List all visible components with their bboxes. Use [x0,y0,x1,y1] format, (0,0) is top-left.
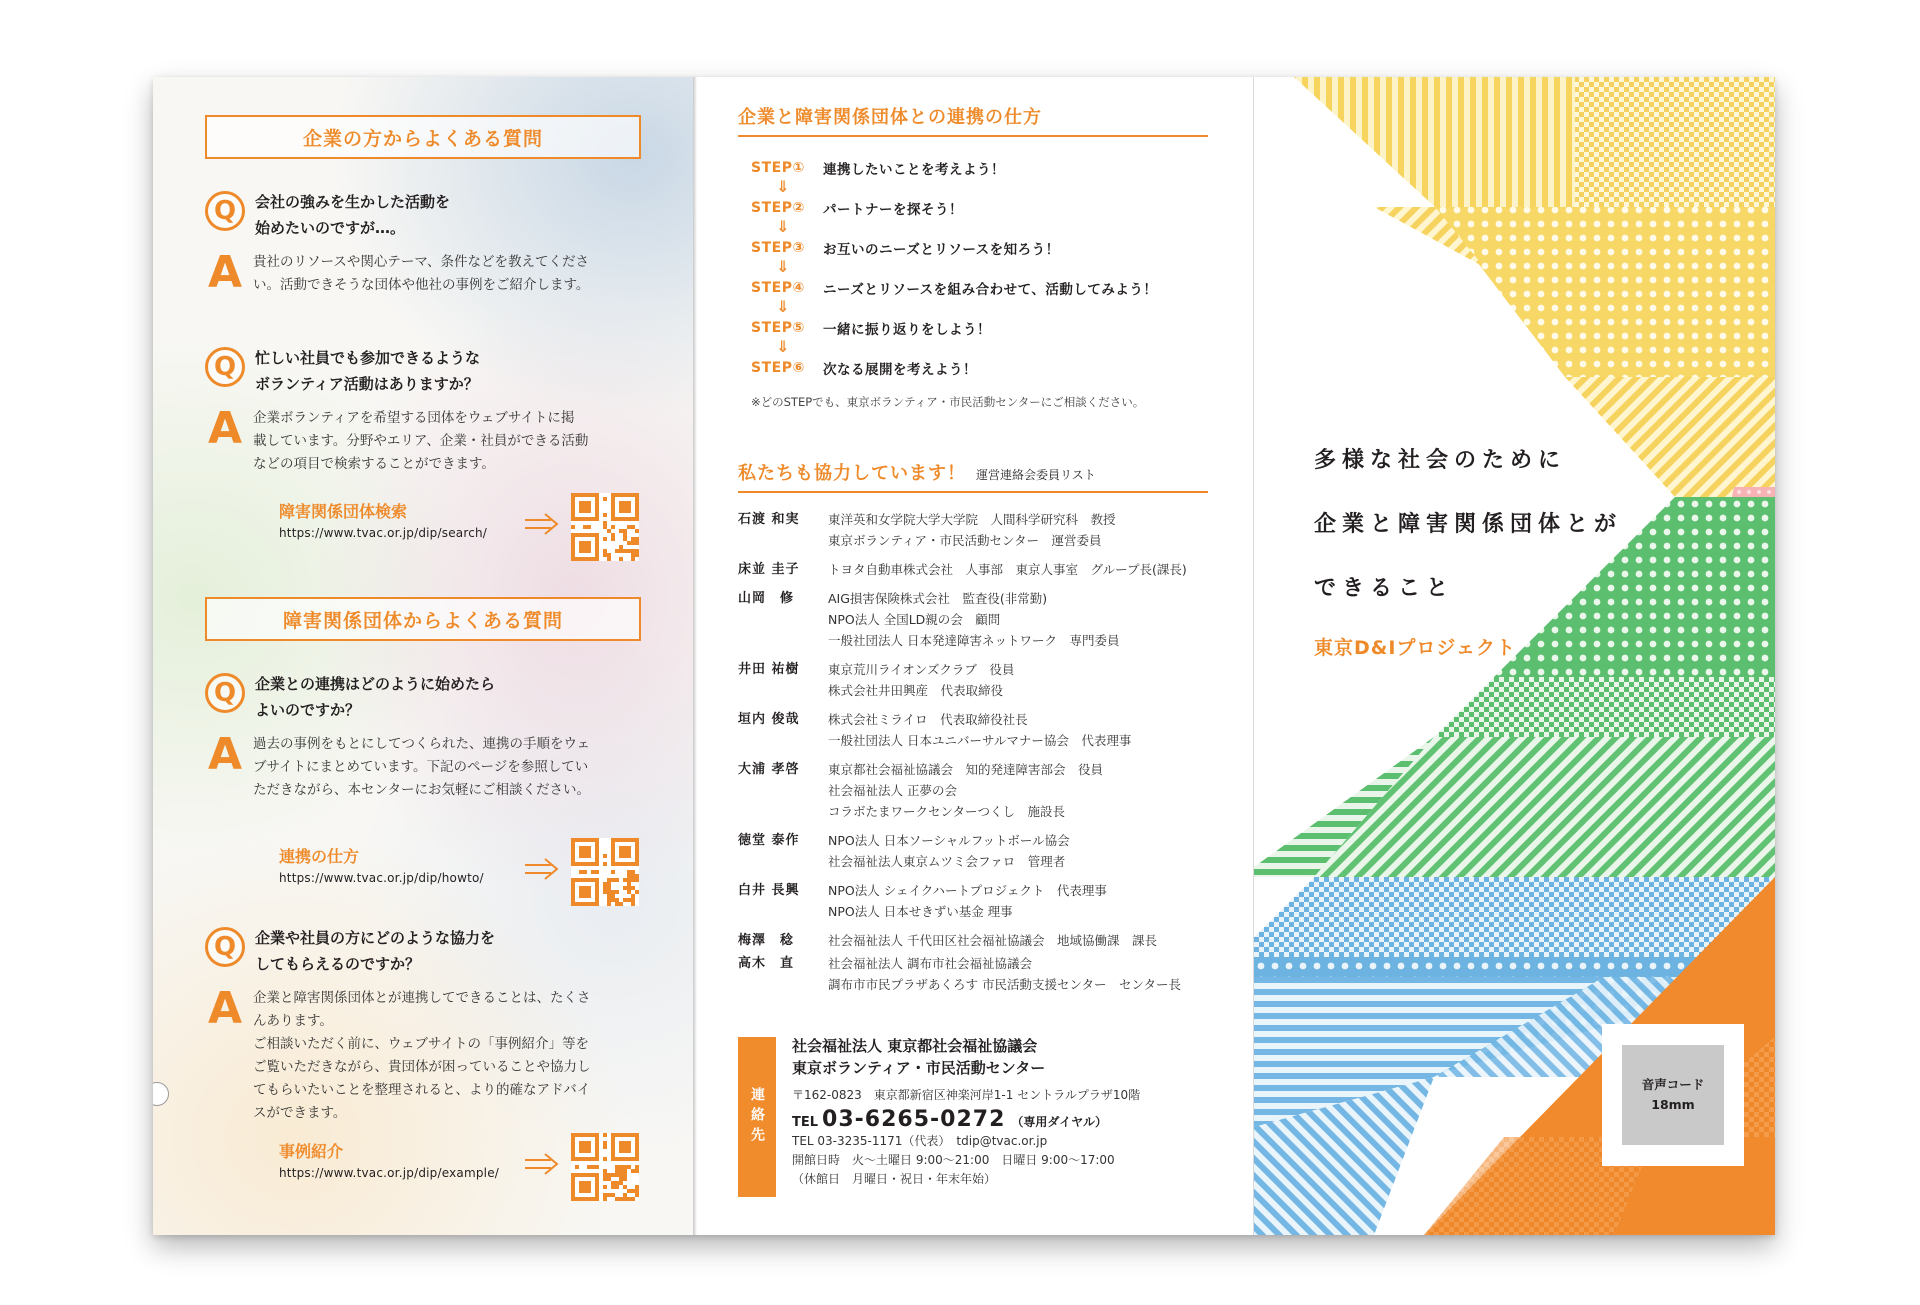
voice-code-size: 18mm [1651,1097,1695,1112]
answer-text: 企業と障害関係団体とが連携してできることは、たくさ んあります。 ご相談いただく前に、ウェブサイトの「事例紹介」等を ご覧いただきながら、貴団体が困っていることや協力し てもらいたいことを整理されると、より的確なアドバイ スができます。 [253,990,591,1121]
link-url[interactable]: https://www.tvac.or.jp/dip/search/ [279,526,488,540]
member-affiliation: NPO法人 シェイクハートプロジェクト 代表理事 NPO法人 日本せきずい基金 理事 [828,883,1107,919]
link-org-search[interactable] [279,501,639,540]
faq-item [205,345,635,476]
members-heading [738,459,1208,493]
step-item [751,359,1208,377]
question-icon: Q [205,673,245,713]
member-affiliation: 東京都社会福祉協議会 知的発達障害部会 役員 社会福祉法人 正夢の会 コラボたまワークセンターつくし 施設長 [828,762,1104,819]
answer-text: 企業ボランティアを希望する団体をウェブサイトに掲 載しています。分野やエリア、企業・社員ができる活動 などの項目で検索することができます。 [253,410,589,472]
member-name: 高木 直 [738,956,795,971]
step-label: STEP⑤ [751,320,805,336]
member-name: 山岡 修 [738,591,795,606]
member-row [738,830,1208,872]
step-text: ニーズとリソースを組み合わせて、活動してみよう！ [823,282,1158,298]
faq-item [205,671,635,802]
steps-heading [738,103,1208,137]
answer-icon: A [207,403,243,454]
contact-block [792,1035,1208,1189]
member-row [738,709,1208,751]
qr-code-icon [571,838,639,906]
contact-tel [792,1107,1208,1132]
members-list [738,509,1208,1003]
member-name: 大浦 孝啓 [738,762,800,777]
answer-icon: A [207,729,243,780]
step-text: パートナーを探そう！ [823,202,963,218]
steps-heading-text: 企業と障害関係団体との連携の仕方 [738,107,1042,128]
steps-members-panel [698,77,1208,1235]
member-affiliation: NPO法人 日本ソーシャルフットボール協会 社会福祉法人東京ムツミ会ファロ 管理者 [828,833,1070,869]
answer-icon: A [207,247,243,298]
step-label: STEP④ [751,280,805,296]
down-arrow-icon: ⇓ [776,297,790,316]
member-row [738,930,1208,951]
step-text: 一緒に振り返りをしよう！ [823,322,991,338]
question-text: 会社の強みを生かした活動を 始めたいのですが…。 [255,193,451,237]
member-name: 梅澤 稔 [738,933,795,948]
member-row [738,559,1208,580]
contact-tel-email[interactable]: TEL 03-3235-1171（代表） tdip@tvac.or.jp [792,1134,1048,1148]
arrow-right-icon [525,511,559,537]
member-affiliation: 社会福祉法人 千代田区社会福祉協議会 地域協働課 課長 [828,933,1157,948]
members-subtitle: 運営連絡会委員リスト [976,468,1096,482]
step-label: STEP① [751,160,805,176]
arrow-right-icon [525,856,559,882]
member-row [738,953,1208,995]
down-arrow-icon: ⇓ [776,257,790,276]
member-affiliation: AIG損害保険株式会社 監査役(非常勤) NPO法人 全国LD親の会 顧問 一般社団法人 日本発達障害ネットワーク 専門委員 [828,591,1120,648]
member-name: 井田 祐樹 [738,662,800,677]
faq-item [205,189,635,297]
link-url[interactable]: https://www.tvac.or.jp/dip/example/ [279,1166,500,1180]
member-affiliation: トヨタ自動車株式会社 人事部 東京人事室 グループ長(課長) [828,562,1187,577]
question-text: 企業や社員の方にどのような協力を してもらえるのですか？ [255,929,496,973]
step-item [751,319,1208,337]
step-item [751,159,1208,177]
tel-label: TEL [792,1115,819,1130]
step-item [751,279,1208,297]
answer-icon: A [207,983,243,1034]
member-name: 床並 圭子 [738,562,800,577]
brochure-spread [153,77,1775,1235]
step-label: STEP⑥ [751,360,805,376]
contact-closed-days: （休館日 月曜日・祝日・年末年始） [792,1172,997,1186]
link-examples[interactable] [279,1141,639,1180]
qr-code-icon [571,1133,639,1201]
question-icon: Q [205,927,245,967]
question-text: 忙しい社員でも参加できるような ボランティア活動はありますか？ [255,349,481,393]
member-row [738,588,1208,651]
member-affiliation: 株式会社ミライロ 代表取締役社長 一般社団法人 日本ユニバーサルマナー協会 代表理事 [828,712,1132,748]
company-faq-heading: 企業の方からよくある質問 [205,115,641,159]
member-name: 石渡 和実 [738,512,800,527]
contact-label-bar: 連絡先 [738,1037,776,1197]
member-name: 垣内 俊哉 [738,712,800,727]
step-text: 連携したいことを考えよう！ [823,162,1005,178]
down-arrow-icon: ⇓ [776,177,790,196]
tel-number[interactable]: 03-6265-0272 [822,1107,1006,1132]
question-icon: Q [205,191,245,231]
contact-center: 東京ボランティア・市民活動センター [792,1059,1046,1077]
cover-title-line1: 多様な社会のために [1314,448,1567,473]
down-arrow-icon: ⇓ [776,217,790,236]
cover-panel [1254,77,1775,1235]
step-item [751,239,1208,257]
qr-code-icon [571,493,639,561]
voice-code-placeholder [1622,1045,1724,1145]
member-name: 徳堂 泰作 [738,833,800,848]
voice-code-box [1602,1024,1744,1166]
question-text: 企業との連携はどのように始めたら よいのですか？ [255,675,496,719]
step-label: STEP② [751,200,805,216]
contact-hours: 開館日時 火～土曜日 9:00～21:00 日曜日 9:00～17:00 [792,1153,1115,1167]
member-affiliation: 東京荒川ライオンズクラブ 役員 株式会社井田興産 代表取締役 [828,662,1015,698]
cover-title-block [1314,429,1622,660]
member-affiliation: 東洋英和女学院大学大学院 人間科学研究科 教授 東京ボランティア・市民活動センター 運営委員 [828,512,1116,548]
member-row [738,880,1208,922]
step-text: お互いのニーズとリソースを知ろう！ [823,242,1060,258]
member-affiliation: 社会福祉法人 調布市社会福祉協議会 調布市市民プラザあくろす 市民活動支援センター センター長 [828,956,1181,992]
step-label: STEP③ [751,240,805,256]
cover-title-line2: 企業と障害関係団体とが [1314,512,1623,537]
project-name: 東京D&Iプロジェクト [1314,637,1517,659]
question-icon: Q [205,347,245,387]
member-name: 白井 長興 [738,883,800,898]
answer-text: 過去の事例をもとにしてつくられた、連携の手順をウェ ブサイトにまとめています。下記のページを参照してい ただきながら、本センターにお気軽にご相談ください。 [253,736,590,798]
contact-address: 〒162-0823 東京都新宿区神楽河岸1-1 セントラルプラザ10階 [792,1088,1141,1102]
link-title[interactable]: 連携の仕方 [279,847,360,866]
member-row [738,509,1208,551]
answer-text: 貴社のリソースや関心テーマ、条件などを教えてくださ い。活動できそうな団体や他社の事例をご紹介します。 [253,254,590,293]
link-howto[interactable] [279,846,639,885]
faq-item [205,925,635,1125]
step-text: 次なる展開を考えよう！ [823,362,977,378]
arrow-right-icon [525,1151,559,1177]
link-url[interactable]: https://www.tvac.or.jp/dip/howto/ [279,871,484,885]
cover-title-line3: できること [1314,576,1455,601]
voice-code-label: 音声コード [1641,1077,1705,1092]
org-faq-heading: 障害関係団体からよくある質問 [205,597,641,641]
members-heading-text: 私たちも協力しています！ [738,463,966,484]
link-title[interactable]: 事例紹介 [279,1142,344,1161]
member-row [738,759,1208,822]
faq-panel [153,77,693,1235]
tel-note: （専用ダイヤル） [1011,1115,1108,1129]
fold-tab-circle [153,1082,169,1106]
link-title[interactable]: 障害関係団体検索 [279,502,408,521]
down-arrow-icon: ⇓ [776,337,790,356]
steps-note: ※どのSTEPでも、東京ボランティア・市民活動センターにご相談ください。 [751,395,1145,409]
steps-list [751,159,1208,377]
fold-shadow [693,77,697,1235]
step-item [751,199,1208,217]
contact-org: 社会福祉法人 東京都社会福祉協議会 [792,1037,1038,1055]
member-row [738,659,1208,701]
